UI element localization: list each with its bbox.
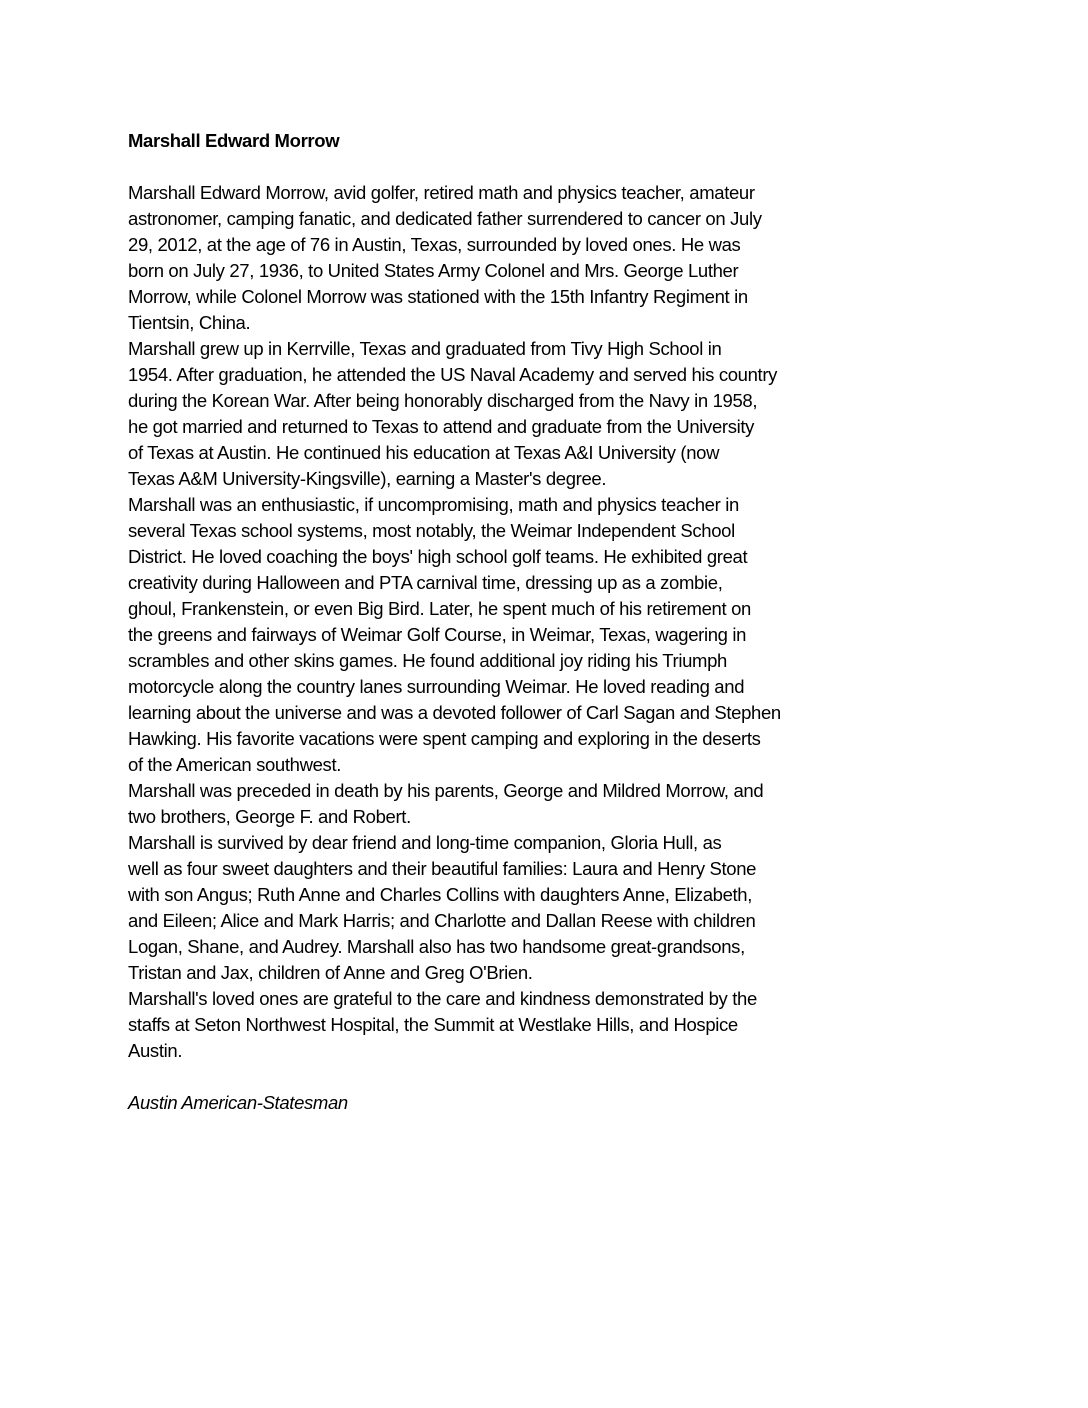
text-line: and Eileen; Alice and Mark Harris; and Charlotte and Dallan Reese with children — [128, 910, 756, 931]
text-line: Logan, Shane, and Audrey. Marshall also has two handsome great-grandsons, — [128, 936, 745, 957]
text-line: Hawking. His favorite vacations were spent camping and exploring in the deserts — [128, 728, 761, 749]
text-line: Morrow, while Colonel Morrow was stationed with the 15th Infantry Regiment in — [128, 286, 748, 307]
text-line: of the American southwest. — [128, 754, 342, 775]
text-line: District. He loved coaching the boys' high school golf teams. He exhibited great — [128, 546, 748, 567]
text-line: 29, 2012, at the age of 76 in Austin, Texas, surrounded by loved ones. He was — [128, 234, 741, 255]
text-line: Marshall was preceded in death by his parents, George and Mildred Morrow, and — [128, 780, 764, 801]
text-line: Marshall Edward Morrow, avid golfer, retired math and physics teacher, amateur — [128, 182, 755, 203]
text-line: well as four sweet daughters and their beautiful families: Laura and Henry Stone — [128, 858, 757, 879]
text-line: Marshall is survived by dear friend and long-time companion, Gloria Hull, as — [128, 832, 722, 853]
text-line: two brothers, George F. and Robert. — [128, 806, 411, 827]
text-line: motorcycle along the country lanes surrounding Weimar. He loved reading and — [128, 676, 745, 697]
text-line: Marshall grew up in Kerrville, Texas and graduated from Tivy High School in — [128, 338, 722, 359]
text-line: Tristan and Jax, children of Anne and Greg O'Brien. — [128, 962, 533, 983]
text-line: during the Korean War. After being honorably discharged from the Navy in 1958, — [128, 390, 758, 411]
paragraph-gratitude — [128, 986, 868, 1064]
source-attribution: Austin American-Statesman — [128, 1092, 348, 1113]
text-line: Marshall's loved ones are grateful to the care and kindness demonstrated by the — [128, 988, 757, 1009]
text-line: Austin. — [128, 1040, 183, 1061]
text-line: Marshall was an enthusiastic, if uncompromising, math and physics teacher in — [128, 494, 739, 515]
text-line: staffs at Seton Northwest Hospital, the Summit at Westlake Hills, and Hospice — [128, 1014, 738, 1035]
obituary-title: Marshall Edward Morrow — [128, 130, 340, 151]
text-line: ghoul, Frankenstein, or even Big Bird. Later, he spent much of his retirement on — [128, 598, 751, 619]
text-line: the greens and fairways of Weimar Golf Course, in Weimar, Texas, wagering in — [128, 624, 747, 645]
paragraph-education — [128, 336, 868, 492]
text-line: with son Angus; Ruth Anne and Charles Collins with daughters Anne, Elizabeth, — [128, 884, 753, 905]
document-body — [128, 128, 868, 1116]
text-line: Tientsin, China. — [128, 312, 251, 333]
text-line: 1954. After graduation, he attended the US Naval Academy and served his country — [128, 364, 778, 385]
paragraph-survived — [128, 830, 868, 986]
text-line: of Texas at Austin. He continued his education at Texas A&I University (now — [128, 442, 720, 463]
text-line: learning about the universe and was a devoted follower of Carl Sagan and Stephen — [128, 702, 781, 723]
text-line: creativity during Halloween and PTA carnival time, dressing up as a zombie, — [128, 572, 723, 593]
text-line: born on July 27, 1936, to United States Army Colonel and Mrs. George Luther — [128, 260, 739, 281]
text-line: several Texas school systems, most notably, the Weimar Independent School — [128, 520, 735, 541]
paragraph-intro — [128, 180, 868, 336]
paragraph-career — [128, 492, 868, 778]
text-line: he got married and returned to Texas to attend and graduate from the University — [128, 416, 755, 437]
text-line: scrambles and other skins games. He found additional joy riding his Triumph — [128, 650, 727, 671]
text-line: astronomer, camping fanatic, and dedicated father surrendered to cancer on July — [128, 208, 762, 229]
text-line: Texas A&M University-Kingsville), earning a Master's degree. — [128, 468, 607, 489]
paragraph-preceded — [128, 778, 868, 830]
